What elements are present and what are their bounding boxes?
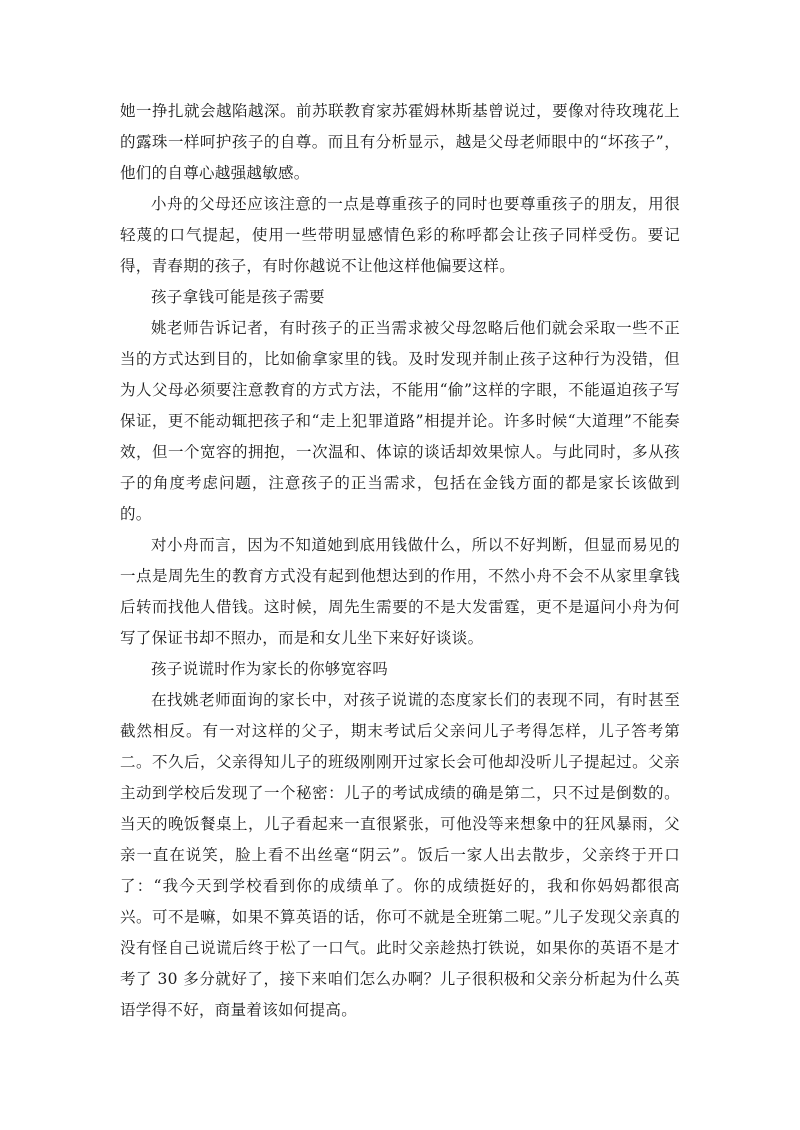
- document-page: [120, 96, 680, 1026]
- paragraph-xiaozhou: 对小舟而言，因为不知道她到底用钱做什么，所以不好判断，但显而易见的一点是周先生的教育方式没有起到他想达到的作用，不然小舟不会不从家里拿钱后转而找他人借钱。这时候，周先生需要的不是大发雷霆，更不是逼问小舟为何写了保证书却不照办，而是和女儿坐下来好好谈谈。: [120, 536, 680, 647]
- section-heading-lying: 孩子说谎时作为家长的你够宽容吗: [151, 660, 389, 678]
- paragraph-continuation: 她一挣扎就会越陷越深。前苏联教育家苏霍姆林斯基曾说过，要像对待玫瑰花上的露珠一样呵护孩子的自尊。而且有分析显示，越是父母老师眼中的“坏孩子”，他们的自尊心越强越敏感。: [120, 102, 680, 182]
- paragraph-teacher-advice: 姚老师告诉记者，有时孩子的正当需求被父母忽略后他们就会采取一些不正当的方式达到目的，比如偷拿家里的钱。及时发现并制止孩子这种行为没错，但为人父母必须要注意教育的方式方法，不能用“偷”这样的字眼，不能逼迫孩子写保证，更不能动辄把孩子和“走上犯罪道路”相提并论。许多时候“大道理”不能奏效，但一个宽容的拥抱，一次温和、体谅的谈话却效果惊人。与此同时，多从孩子的角度考虑问题，注意孩子的正当需求，包括在金钱方面的都是家长该做到的。: [120, 319, 680, 523]
- paragraph-father-son: 在找姚老师面询的家长中，对孩子说谎的态度家长们的表现不同，有时甚至截然相反。有一对这样的父子，期末考试后父亲问儿子考得怎样，儿子答考第二。不久后，父亲得知儿子的班级刚刚开过家长会可他却没听儿子提起过。父亲主动到学校后发现了一个秘密：儿子的考试成绩的确是第二，只不过是倒数的。当天的晚饭餐桌上，儿子看起来一直很紧张，可他没等来想象中的狂风暴雨，父亲一直在说笑，脸上看不出丝毫“阴云”。饭后一家人出去散步，父亲终于开口了：“我今天到学校看到你的成绩单了。你的成绩挺好的，我和你妈妈都很高兴。可不是嘛，如果不算英语的话，你可不就是全班第二呢。”儿子发现父亲真的没有怪自己说谎后终于松了一口气。此时父亲趁热打铁说，如果你的英语不是才考了 30 多分就好了，接下来咱们怎么办啊？儿子很积极和父亲分析起为什么英语学得不好，商量着该如何提高。: [120, 691, 680, 1019]
- paragraph-respect-friends: 小舟的父母还应该注意的一点是尊重孩子的同时也要尊重孩子的朋友，用很轻蔑的口气提起，使用一些带明显感情色彩的称呼都会让孩子同样受伤。要记得，青春期的孩子，有时你越说不让他这样他偏要这样。: [120, 195, 680, 275]
- section-heading-money: 孩子拿钱可能是孩子需要: [151, 288, 325, 306]
